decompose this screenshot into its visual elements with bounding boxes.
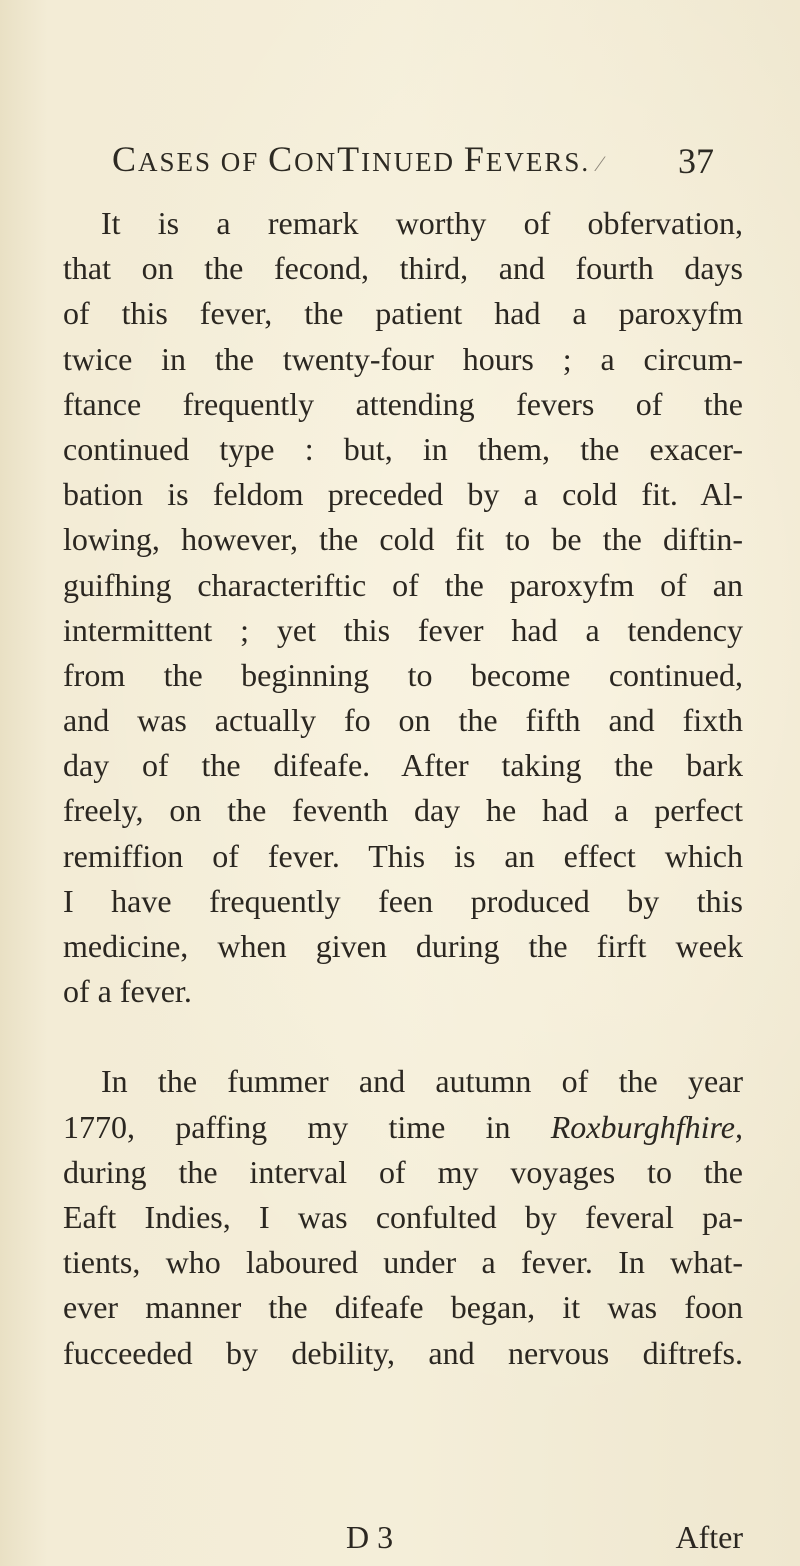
text-line: and was actually fo on the fifth and fixth xyxy=(63,702,743,739)
text-line: bation is feldom preceded by a cold fit. Al- xyxy=(63,476,743,513)
text-line: during the interval of my voyages to the xyxy=(63,1153,743,1190)
paragraph-gap xyxy=(63,1014,743,1059)
text-line: 1770, paffing my time in Roxburghfhire, xyxy=(63,1108,743,1145)
text-line: day of the difeafe. After taking the bark xyxy=(63,747,743,784)
text-line: tients, who laboured under a fever. In what- xyxy=(63,1244,743,1281)
text-line: Eaft Indies, I was confulted by feveral pa- xyxy=(63,1198,743,1235)
text-line: medicine, when given during the firft week xyxy=(63,928,743,964)
page-number: 37 xyxy=(678,141,714,181)
body-text xyxy=(63,201,743,1376)
text-line: I have frequently feen produced by this xyxy=(63,882,743,919)
page-footer xyxy=(63,1519,743,1559)
text-line: fucceeded by debility, and nervous diftrefs. xyxy=(63,1334,743,1371)
text-line: of a fever. xyxy=(63,973,192,1010)
text-line: In the fummer and autumn of the year xyxy=(101,1063,743,1100)
text-line: that on the fecond, third, and fourth days xyxy=(63,250,743,287)
text-line: It is a remark worthy of obfervation, xyxy=(101,205,743,241)
text-line: lowing, however, the cold fit to be the diftin- xyxy=(63,521,743,558)
paragraph-2 xyxy=(63,1059,743,1375)
place-name-italic: Roxburghfhire, xyxy=(550,1108,743,1145)
text-line: twice in the twenty-four hours ; a circum- xyxy=(63,340,743,377)
running-head: CASES OF CONTINUED FEVERS. ⁄ xyxy=(112,139,604,179)
text-line: remiffion of fever. This is an effect which xyxy=(63,837,743,874)
text-line: freely, on the feventh day he had a perfect xyxy=(63,792,743,829)
catchword: After xyxy=(675,1519,743,1555)
text-line: ftance frequently attending fevers of the xyxy=(63,385,743,422)
text-line: continued type : but, in them, the exacer- xyxy=(63,430,743,467)
paragraph-1 xyxy=(63,201,743,1014)
text-line: guifhing characteriftic of the paroxyfm of an xyxy=(63,566,743,603)
text-line: ever manner the difeafe began, it was foon xyxy=(63,1289,743,1326)
text-line: of this fever, the patient had a paroxyfm xyxy=(63,295,743,332)
signature-mark: D 3 xyxy=(346,1519,394,1555)
stray-mark: ⁄ xyxy=(598,151,604,176)
text-line: intermittent ; yet this fever had a tendency xyxy=(63,611,743,648)
text-line: from the beginning to become continued, xyxy=(63,656,743,693)
